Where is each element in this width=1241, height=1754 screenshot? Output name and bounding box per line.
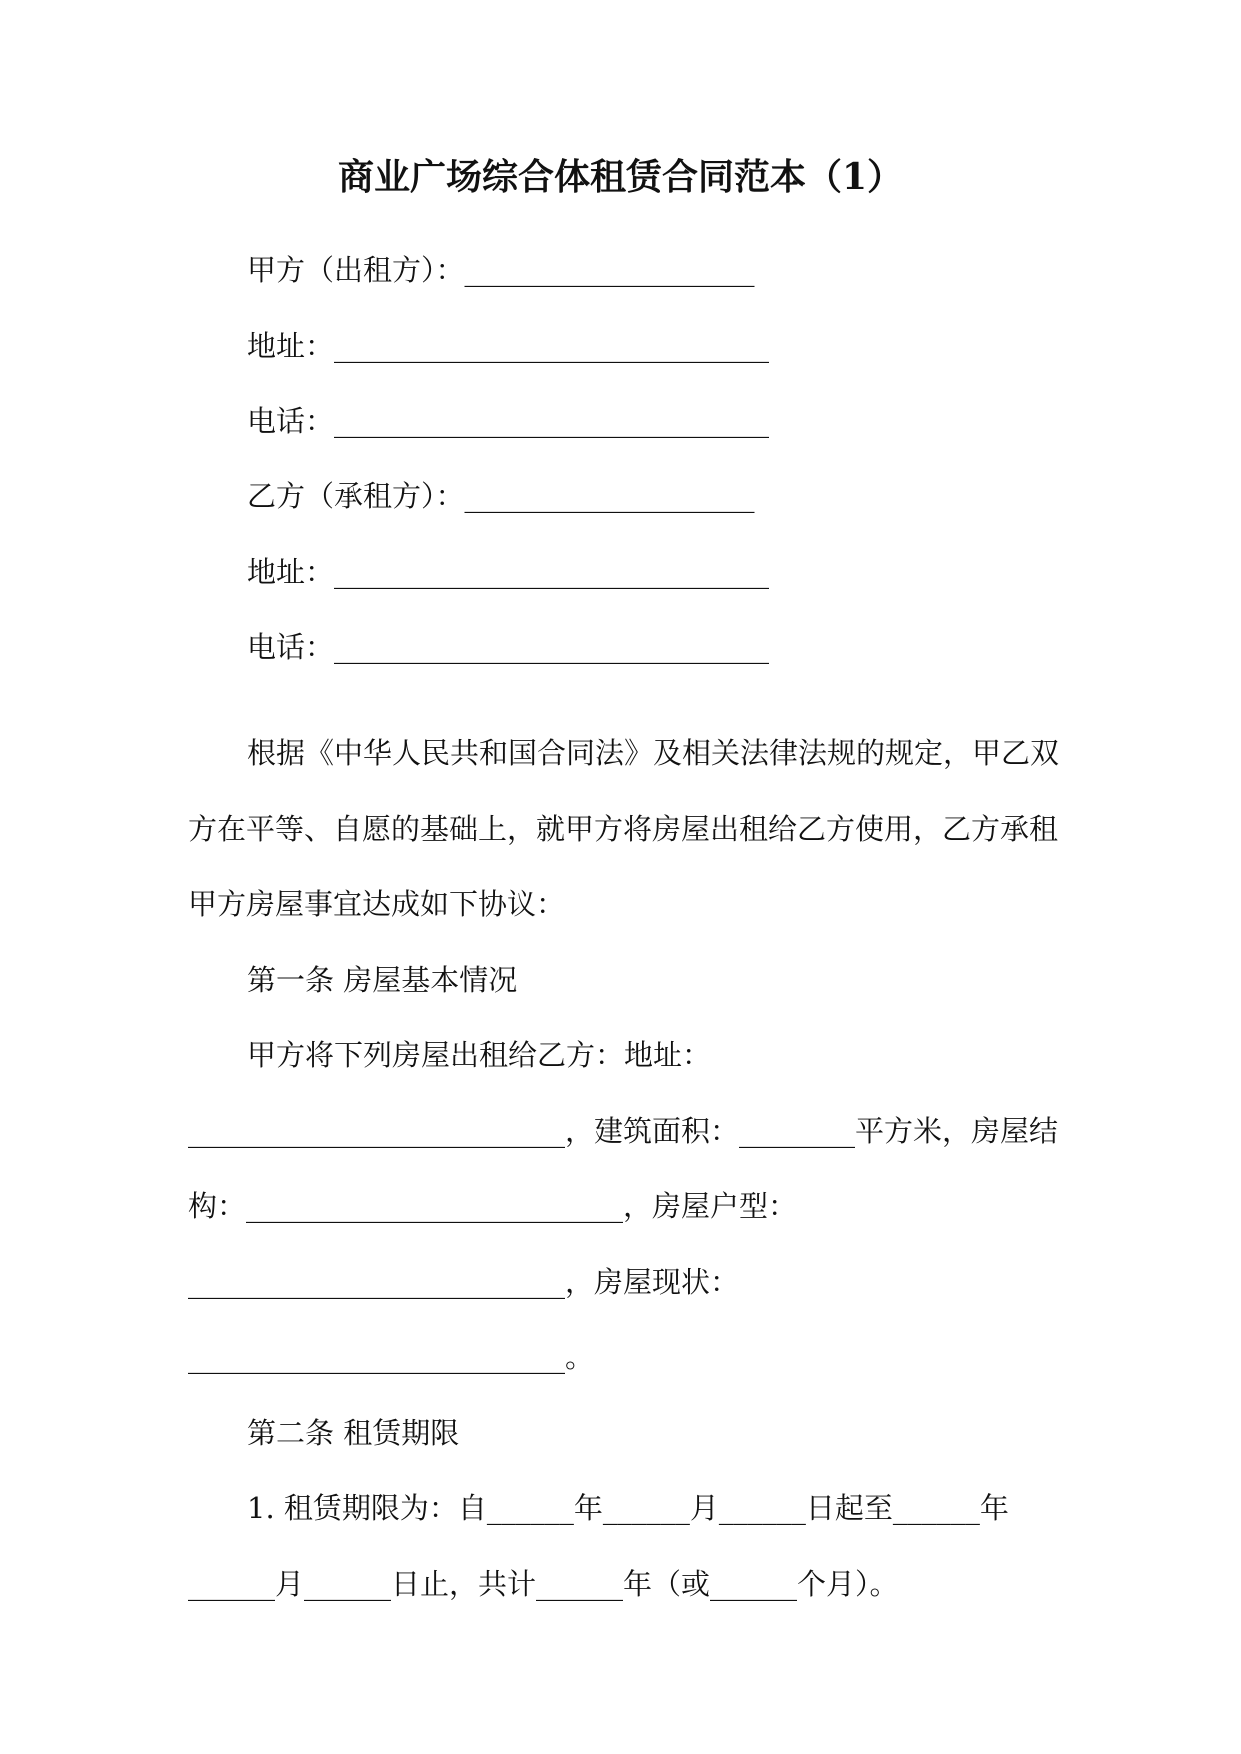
party-b-phone: 电话：______________________________ bbox=[247, 630, 770, 664]
preamble-line-2: 方在平等、自愿的基础上，就甲方将房屋出租给乙方使用，乙方承租 bbox=[188, 812, 1059, 846]
party-a-address: 地址：______________________________ bbox=[247, 329, 770, 363]
party-b-label: 乙方（承租方）：____________________ bbox=[247, 479, 755, 513]
article-2-heading: 第二条 租赁期限 bbox=[247, 1416, 460, 1450]
party-a-label: 甲方（出租方）：____________________ bbox=[247, 253, 755, 287]
preamble-line-3: 甲方房屋事宜达成如下协议： bbox=[188, 887, 566, 921]
article-1-line-5: __________________________。 bbox=[188, 1340, 595, 1374]
article-1-line-3: 构：__________________________，房屋户型： bbox=[188, 1189, 798, 1223]
page-title: 商业广场综合体租赁合同范本（1） bbox=[337, 156, 904, 198]
article-2-line-1: 1. 租赁期限为：自______年______月______日起至______年 bbox=[247, 1491, 1009, 1525]
party-b-address: 地址：______________________________ bbox=[247, 555, 770, 589]
preamble-line-1: 根据《中华人民共和国合同法》及相关法律法规的规定，甲乙双 bbox=[247, 736, 1060, 770]
party-a-phone: 电话：______________________________ bbox=[247, 404, 770, 438]
article-1-line-4: __________________________，房屋现状： bbox=[188, 1265, 740, 1299]
article-2-line-2: ______月______日止，共计______年（或______个月）。 bbox=[188, 1567, 899, 1601]
article-1-line-2: __________________________，建筑面积：________平方米，房屋结 bbox=[188, 1114, 1059, 1148]
article-1-line-1: 甲方将下列房屋出租给乙方：地址： bbox=[247, 1038, 712, 1072]
article-1-heading: 第一条 房屋基本情况 bbox=[247, 963, 518, 997]
